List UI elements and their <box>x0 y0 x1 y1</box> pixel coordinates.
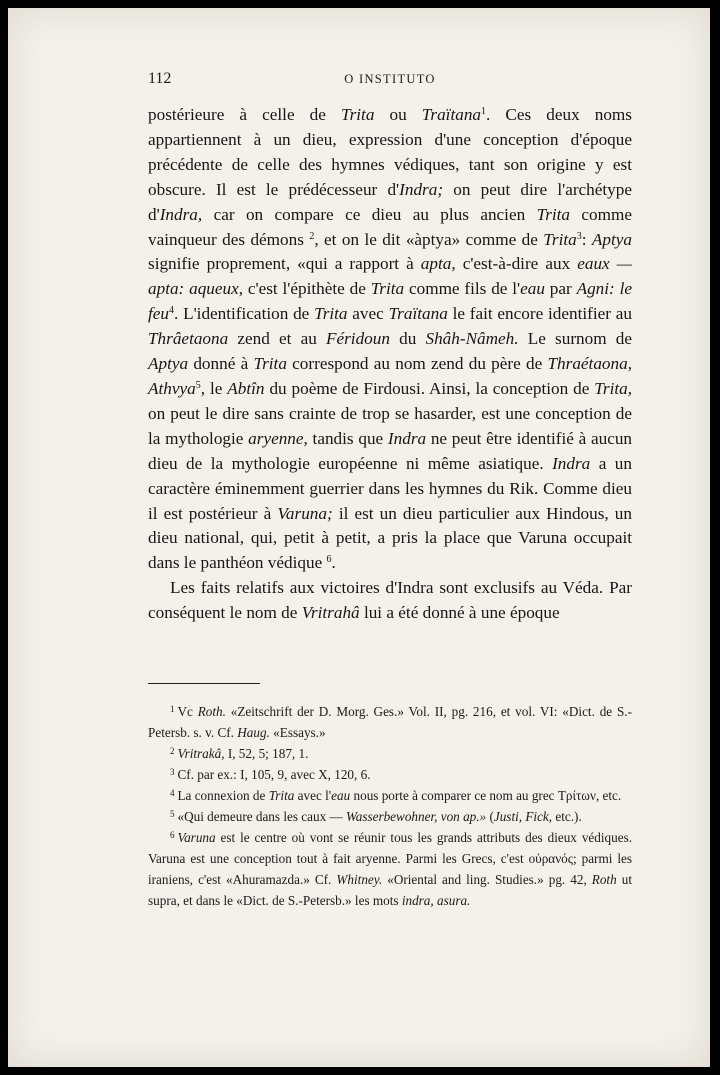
footnote-divider <box>148 683 260 684</box>
footnote-5: $^5$ «Qui demeure dans les caux — Wasserbewohner, von ap.» (Justi, Fick, etc.). <box>170 809 582 824</box>
main-text <box>148 103 632 626</box>
paragraph-2: Les faits relatifs aux victoires d'Indra sont exclusifs au Véda. Par conséquent le nom de Vritrahâ lui a été donné à une époque <box>148 578 632 623</box>
running-title: O INSTITUTO <box>344 72 436 86</box>
paragraph-1: postérieure à celle de Trita ou Traïtana$^1$. Ces deux noms appartiennent à un dieu, expression d'une conception d'époque précédente de celle des hymnes védiques, tant son origine y est obscure. Il est le prédécesseur d'Indra; on peut dire l'archétype d'Indra, car on compare ce dieu au plus ancien Trita comme vainqueur des démons $^2$, et on le dit «àptya» comme de Trita$^3$: Aptya signifie proprement, «qui a rapport à apta, c'est-à-dire aux eaux — apta: aqueux, c'est l'épithète de Trita comme fils de l'eau par Agni: le feu$^4$. L'identification de Trita avec Traïtana le fait encore identifier au Thrâetaona zend et au Féridoun du Shâh-Nâmeh. Le surnom de Aptya donné à Trita correspond au nom zend du père de Thraétaona, Athvya$^5$, le Abtîn du poème de Firdousi. Ainsi, la conception de Trita, on peut le dire sans crainte de trop se hasarder, est une conception de la mythologie aryenne, tandis que Indra ne peut être identifié à aucun dieu de la mythologie européenne ni même asiatique. Indra a un caractère éminemment guerrier dans les hymnes du Rik. Comme dieu il est postérieur à Varuna; il est un dieu particulier aux Hindous, un dieu national, qui, petit à petit, a pris la place que Varuna occupait dans le panthéon védique $^6$. <box>148 105 633 573</box>
footnote-ref-4: 4 <box>169 305 174 317</box>
footnote-ref-3: 3 <box>576 230 582 242</box>
footnote-2: $^2$ Vritrakâ, I, 52, 5; 187, 1. <box>170 746 309 761</box>
footnote-4: $^4$ La connexion de Trita avec l'eau nous porte à comparer ce nom au grec Τρίτων, etc. <box>170 788 622 803</box>
footnote-ref-5: 5 <box>195 379 201 391</box>
book-page <box>8 8 710 1067</box>
footnote-ref-1: 1 <box>481 106 487 117</box>
footnote-1: $^1$ Vc Roth. «Zeitschrift der D. Morg. Ges.» Vol. II, pg. 216, et vol. VI: «Dict. de S.-Petersb. s. v. Cf. Haug. «Essays.» <box>148 704 632 740</box>
footnote-ref-6: 6 <box>326 554 332 566</box>
page-number: 112 <box>148 70 172 87</box>
footnote-ref-2: 2 <box>309 230 315 242</box>
footnote-3: $^3$ Cf. par ex.: I, 105, 9, avec X, 120, 6. <box>170 767 371 782</box>
footnotes <box>148 701 632 911</box>
page-header <box>148 70 632 90</box>
footnote-6: $^6$ Varuna est le centre où vont se réunir tous les grands attributs des dieux védiques. Varuna est une conception tout à fait aryenne. Parmi les Grecs, c'est οὐρανός; parmi les iraniens, c'est «Ahuramazda.» Cf. Whitney. «Oriental and ling. Studies.» pg. 42, Roth ut supra, et dans le «Dict. de S.-Petersb.» les mots indra, asura. <box>148 830 632 908</box>
